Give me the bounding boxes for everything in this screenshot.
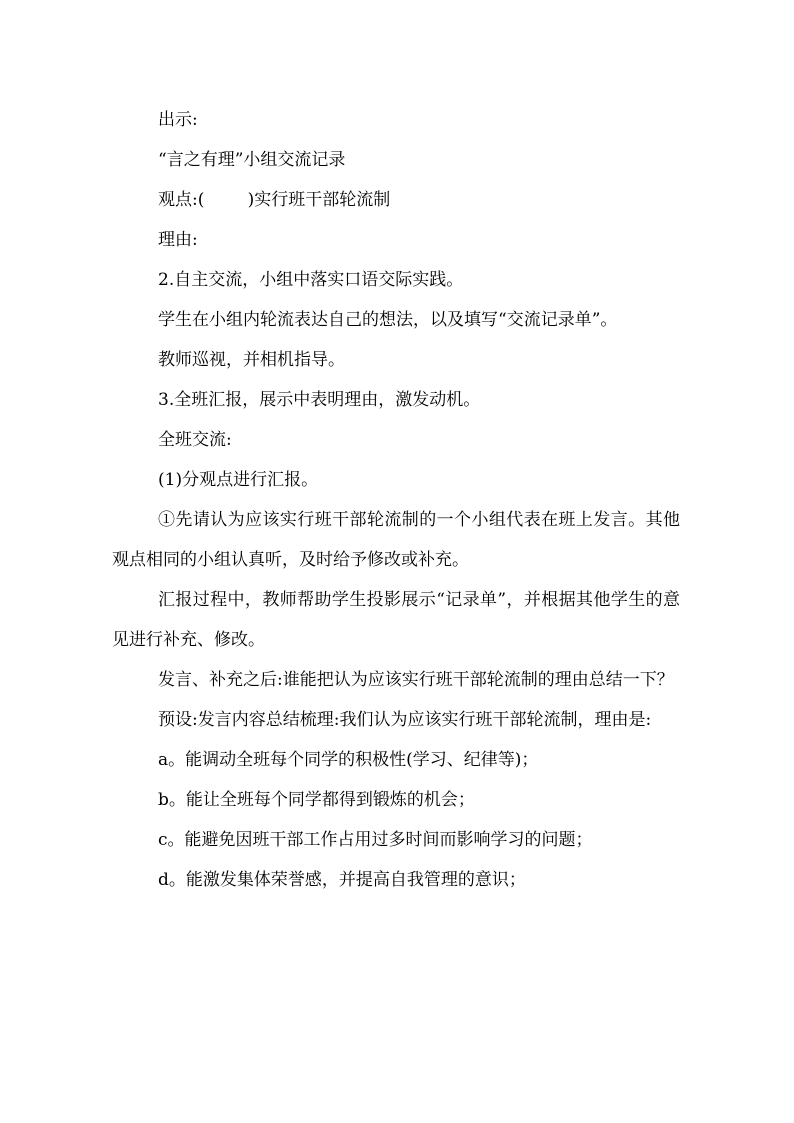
paragraph-summary-question: 发言、补充之后:谁能把认为应该实行班干部轮流制的理由总结一下？ bbox=[158, 670, 674, 690]
paragraph-viewpoint: 观点:( )实行班干部轮流制 bbox=[158, 190, 391, 210]
paragraph-report-by-view: (1)分观点进行汇报。 bbox=[158, 470, 319, 490]
paragraph-record-title: “言之有理”小组交流记录 bbox=[158, 150, 346, 170]
list-item-b: b。能让全班每个同学都得到锻炼的机会； bbox=[158, 790, 475, 810]
paragraph-step-3: 3.全班汇报，展示中表明理由，激发动机。 bbox=[158, 390, 481, 410]
paragraph-teacher-guide: 教师巡视，并相机指导。 bbox=[158, 350, 345, 370]
paragraph-show: 出示: bbox=[158, 110, 198, 130]
list-item-d: d。能激发集体荣誉感，并提高自我管理的意识； bbox=[158, 870, 526, 890]
paragraph-step-2: 2.自主交流，小组中落实口语交际实践。 bbox=[158, 270, 464, 290]
paragraph-reason: 理由: bbox=[158, 230, 198, 250]
paragraph-students-fill: 学生在小组内轮流表达自己的想法，以及填写“交流记录单”。 bbox=[158, 310, 618, 330]
paragraph-first-group: ①先请认为应该实行班干部轮流制的一个小组代表在班上发言。其他观点相同的小组认真听，及时给予修改或补充。 bbox=[112, 510, 680, 570]
document-body bbox=[112, 100, 680, 900]
list-item-a: a。能调动全班每个同学的积极性(学习、纪律等)； bbox=[158, 750, 539, 770]
paragraph-preset: 预设:发言内容总结梳理:我们认为应该实行班干部轮流制，理由是: bbox=[158, 710, 652, 730]
paragraph-report-process: 汇报过程中，教师帮助学生投影展示“记录单”，并根据其他学生的意见进行补充、修改。 bbox=[112, 590, 680, 650]
paragraph-class-exchange: 全班交流: bbox=[158, 430, 232, 450]
list-item-c: c。能避免因班干部工作占用过多时间而影响学习的问题； bbox=[158, 830, 593, 850]
